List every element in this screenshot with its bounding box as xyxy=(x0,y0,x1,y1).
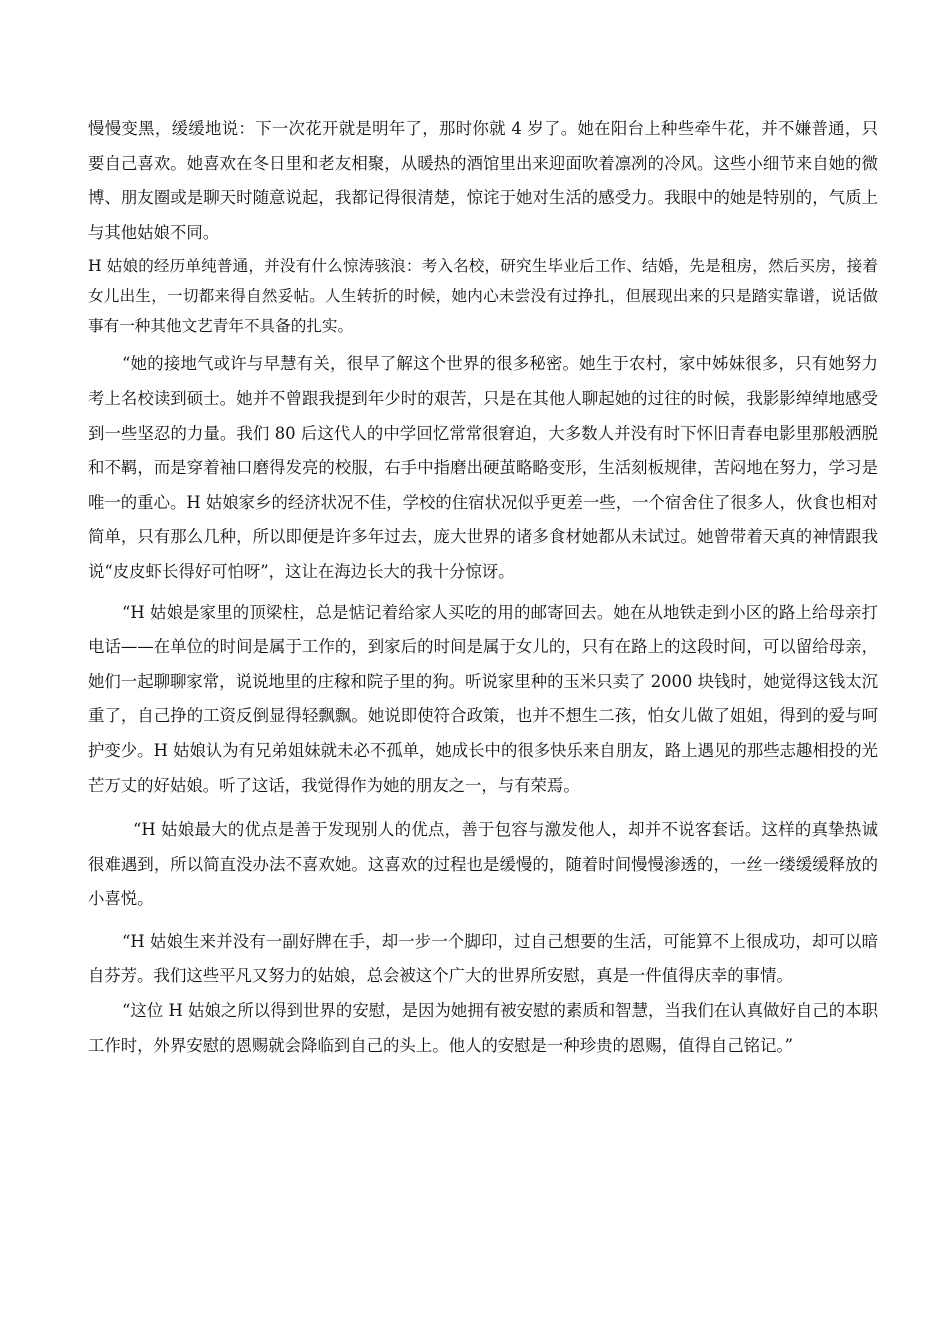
paragraph-2: H 姑娘的经历单纯普通，并没有什么惊涛骇浪：考入名校，研究生毕业后工作、结婚，先是租房，然后买房，接着女儿出生，一切都来得自然妥帖。人生转折的时候，她内心未尝没有过挣扎，但展现出来的只是踏实靠谱，说话做事有一种其他文艺青年不具备的扎实。 xyxy=(88,257,878,336)
paragraph-1: 慢慢变黑，缓缓地说：下一次花开就是明年了，那时你就 4 岁了。她在阳台上种些牵牛花，并不嫌普通，只要自己喜欢。她喜欢在冬日里和老友相聚，从暖热的酒馆里出来迎面吹着凛冽的冷风。这些小细节来自她的微博、朋友圈或是聊天时随意说起，我都记得很清楚，惊诧于她对生活的感受力。我眼中的她是特别的，气质上与其他姑娘不同。 xyxy=(88,119,878,242)
paragraph-7: “这位 H 姑娘之所以得到世界的安慰，是因为她拥有被安慰的素质和智慧，当我们在认真做好自己的本职工作时，外界安慰的恩赐就会降临到自己的头上。他人的安慰是一种珍贵的恩赐，值得自己铭记。” xyxy=(88,1001,878,1055)
paragraph-3: “她的接地气或许与早慧有关，很早了解这个世界的很多秘密。她生于农村，家中姊妹很多，只有她努力考上名校读到硕士。她并不曾跟我提到年少时的艰苦，只是在其他人聊起她的过往的时候，我影影绰绰地感受到一些坚忍的力量。我们 80 后这代人的中学回忆常常很窘迫，大多数人并没有时下怀旧青春电影里那般洒脱和不羁，而是穿着袖口磨得发亮的校服，右手中指磨出硬茧略略变形，生活刻板规律，苦闷地在努力，学习是唯一的重心。H 姑娘家乡的经济状况不佳，学校的住宿状况似乎更差一些，一个宿舍住了很多人，伙食也相对简单，只有那么几种，所以即便是许多年过去，庞大世界的诸多食材她都从未试过。她曾带着天真的神情跟我说“皮皮虾长得好可怕呀”，这让在海边长大的我十分惊讶。 xyxy=(88,354,878,581)
paragraph-4: “H 姑娘是家里的顶梁柱，总是惦记着给家人买吃的用的邮寄回去。她在从地铁走到小区的路上给母亲打电话——在单位的时间是属于工作的，到家后的时间是属于女儿的，只有在路上的这段时间，可以留给母亲，她们一起聊聊家常，说说地里的庄稼和院子里的狗。听说家里种的玉米只卖了 2000 块钱时，她觉得这钱太沉重了，自己挣的工资反倒显得轻飘飘。她说即使符合政策，也并不想生二孩，怕女儿做了姐姐，得到的爱与呵护变少。H 姑娘认为有兄弟姐妹就未必不孤单，她成长中的很多快乐来自朋友，路上遇见的那些志趣相投的光芒万丈的好姑娘。听了这话，我觉得作为她的朋友之一，与有荣焉。 xyxy=(88,602,878,795)
paragraph-6: “H 姑娘生来并没有一副好牌在手，却一步一个脚印，过自己想要的生活，可能算不上很成功，却可以暗自芬芳。我们这些平凡又努力的姑娘，总会被这个广大的世界所安慰，真是一件值得庆幸的事情。 xyxy=(88,931,878,986)
article-body xyxy=(88,112,878,1063)
paragraph-5: “H 姑娘最大的优点是善于发现别人的优点，善于包容与激发他人，却并不说客套话。这样的真挚热诚很难遇到，所以简直没办法不喜欢她。这喜欢的过程也是缓慢的，随着时间慢慢渗透的，一丝一缕缓缓释放的小喜悦。 xyxy=(88,820,878,909)
